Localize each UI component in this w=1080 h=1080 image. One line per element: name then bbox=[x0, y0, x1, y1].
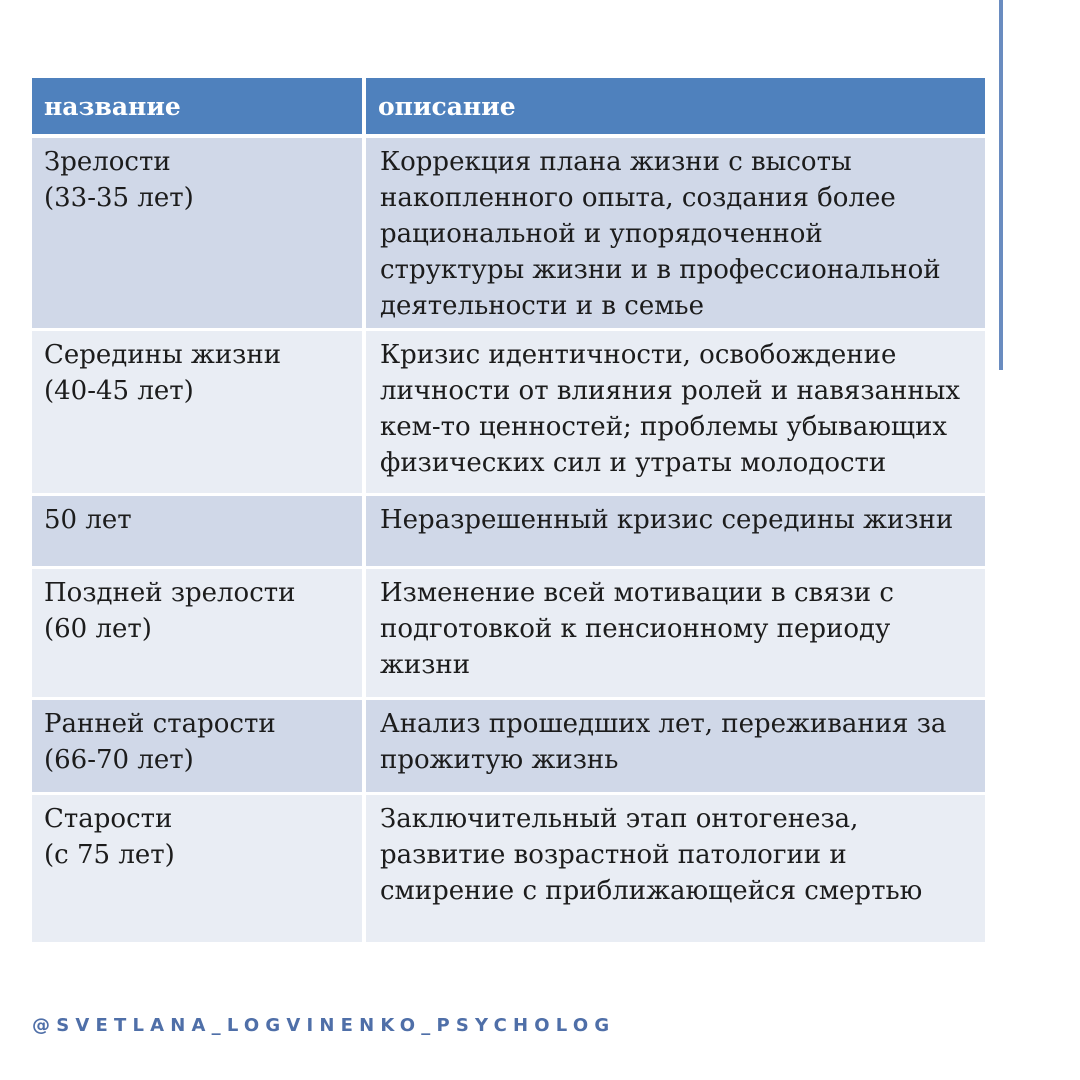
crisis-name-line: Старости bbox=[44, 804, 173, 834]
description-line: деятельности и в семье bbox=[380, 291, 704, 321]
crisis-name-cell bbox=[32, 496, 366, 569]
description-line: накопленного опыта, создания более bbox=[380, 183, 896, 213]
description-line: личности от влияния ролей и навязанных bbox=[380, 376, 961, 406]
description-line: Изменение всей мотивации в связи с bbox=[380, 578, 894, 608]
description-line: кем-то ценностей; проблемы убывающих bbox=[380, 412, 947, 442]
description-line: смирение с приближающейся смертью bbox=[380, 876, 923, 906]
crisis-name-cell bbox=[32, 138, 366, 331]
age-crisis-table bbox=[32, 78, 985, 945]
crisis-age-line: (33-35 лет) bbox=[44, 183, 194, 213]
crisis-name-cell bbox=[32, 700, 366, 795]
crisis-age-line: (66-70 лет) bbox=[44, 745, 194, 775]
accent-line bbox=[999, 0, 1003, 370]
instagram-handle: @SVETLANA_LOGVINENKO_PSYCHOLOG bbox=[32, 1015, 616, 1036]
table-row bbox=[32, 569, 985, 700]
crisis-age-line: (40-45 лет) bbox=[44, 376, 194, 406]
crisis-description-cell bbox=[366, 700, 985, 795]
table-row bbox=[32, 496, 985, 569]
table-row bbox=[32, 138, 985, 331]
description-line: Анализ прошедших лет, переживания за bbox=[380, 709, 947, 739]
crisis-description-cell bbox=[366, 496, 985, 569]
crisis-description-cell bbox=[366, 138, 985, 331]
crisis-name-cell bbox=[32, 795, 366, 945]
column-header-description: описание bbox=[366, 78, 985, 138]
description-line: развитие возрастной патологии и bbox=[380, 840, 847, 870]
crisis-name-line: Ранней старости bbox=[44, 709, 276, 739]
description-line: прожитую жизнь bbox=[380, 745, 619, 775]
description-line: структуры жизни и в профессиональной bbox=[380, 255, 941, 285]
description-line: Кризис идентичности, освобождение bbox=[380, 340, 897, 370]
description-line: подготовкой к пенсионному периоду bbox=[380, 614, 891, 644]
table-row bbox=[32, 700, 985, 795]
crisis-description-cell bbox=[366, 795, 985, 945]
description-line: жизни bbox=[380, 650, 471, 680]
crisis-name-cell bbox=[32, 569, 366, 700]
description-line: физических сил и утраты молодости bbox=[380, 448, 887, 478]
crisis-name-line: 50 лет bbox=[44, 505, 132, 535]
crisis-name-line: Середины жизни bbox=[44, 340, 282, 370]
column-header-name: название bbox=[32, 78, 366, 138]
table-row bbox=[32, 795, 985, 945]
table-header-row bbox=[32, 78, 985, 138]
crisis-description-cell bbox=[366, 569, 985, 700]
crisis-description-cell bbox=[366, 331, 985, 496]
crisis-age-line: (с 75 лет) bbox=[44, 840, 175, 870]
table-row bbox=[32, 331, 985, 496]
crisis-age-line: (60 лет) bbox=[44, 614, 152, 644]
description-line: Заключительный этап онтогенеза, bbox=[380, 804, 859, 834]
description-line: Коррекция плана жизни с высоты bbox=[380, 147, 852, 177]
description-line: Неразрешенный кризис середины жизни bbox=[380, 505, 954, 535]
crisis-name-cell bbox=[32, 331, 366, 496]
crisis-name-line: Зрелости bbox=[44, 147, 171, 177]
description-line: рациональной и упорядоченной bbox=[380, 219, 823, 249]
crisis-name-line: Поздней зрелости bbox=[44, 578, 296, 608]
